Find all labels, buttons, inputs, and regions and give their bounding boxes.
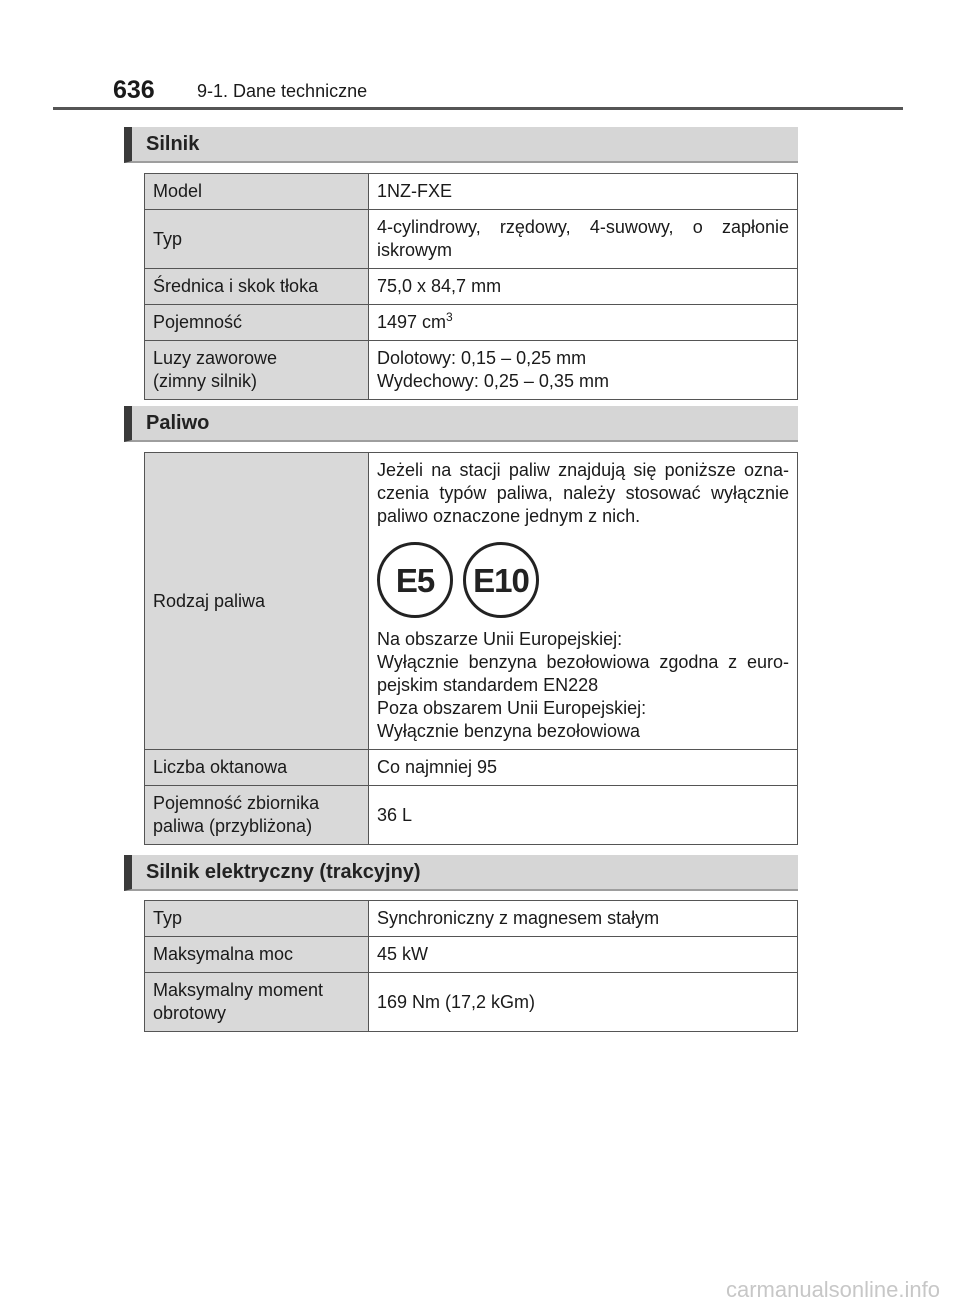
fuel-badge-e5: E5 (377, 542, 453, 618)
superscript: 3 (446, 310, 453, 324)
row-value: Synchroniczny z magnesem stałym (369, 901, 798, 937)
fuel-note: Poza obszarem Unii Europejskiej: (377, 698, 647, 718)
row-label: Średnica i skok tłoka (145, 269, 369, 305)
chapter-title: 9-1. Dane techniczne (197, 81, 368, 101)
section-header-fuel (124, 406, 798, 442)
motor-spec-table (144, 900, 798, 1032)
row-label: Liczba oktanowa (145, 750, 369, 786)
row-value (369, 305, 798, 341)
value-line: Wydechowy: 0,25 – 0,35 mm (377, 371, 609, 391)
row-label: Rodzaj paliwa (145, 453, 369, 750)
table-row (145, 937, 798, 973)
row-value: 36 L (369, 786, 798, 845)
row-label (145, 341, 369, 400)
table-row (145, 453, 798, 750)
table-row (145, 973, 798, 1032)
page-header (0, 0, 960, 112)
row-label: Maksymalna moc (145, 937, 369, 973)
label-line: obrotowy (153, 1003, 227, 1023)
row-label: Model (145, 174, 369, 210)
section-header-motor (124, 855, 798, 891)
fuel-note: Wyłącznie benzyna bezołowiowa zgodna z euro-pejskim standardem EN228 (377, 652, 789, 695)
row-label (145, 786, 369, 845)
row-value: 75,0 x 84,7 mm (369, 269, 798, 305)
row-value: 45 kW (369, 937, 798, 973)
label-line: paliwa (przybliżona) (153, 816, 313, 836)
fuel-badge-e10: E10 (463, 542, 539, 618)
row-value (369, 453, 798, 750)
table-row (145, 269, 798, 305)
displacement-value: 1497 cm (377, 312, 447, 332)
table-row (145, 750, 798, 786)
table-row (145, 210, 798, 269)
row-label (145, 973, 369, 1032)
value-line: Dolotowy: 0,15 – 0,25 mm (377, 348, 587, 368)
table-row (145, 341, 798, 400)
section-title: Silnik elektryczny (trakcyjny) (146, 861, 421, 883)
row-label: Typ (145, 901, 369, 937)
row-value: 169 Nm (17,2 kGm) (369, 973, 798, 1032)
section-title: Silnik (146, 133, 200, 155)
label-line: Pojemność zbiornika (153, 793, 320, 813)
row-label: Pojemność (145, 305, 369, 341)
table-row (145, 786, 798, 845)
fuel-spec-table (144, 452, 798, 845)
row-value: 4-cylindrowy, rzędowy, 4-suwowy, o zapłonie iskrowym (369, 210, 798, 269)
fuel-intro: Jeżeli na stacji paliw znajdują się poniższe ozna-czenia typów paliwa, należy stosować wyłącznie paliwo oznaczone jednym z nich. (377, 460, 789, 526)
label-line: Maksymalny moment (153, 980, 324, 1000)
page-number: 636 (113, 76, 155, 104)
row-value (369, 341, 798, 400)
fuel-note: Na obszarze Unii Europejskiej: (377, 629, 623, 649)
row-value: 1NZ-FXE (369, 174, 798, 210)
header-divider (53, 107, 903, 110)
watermark: carmanualsonline.info (725, 1277, 940, 1302)
table-row (145, 305, 798, 341)
label-line: Luzy zaworowe (153, 348, 278, 368)
fuel-note: Wyłącznie benzyna bezołowiowa (377, 721, 640, 741)
fuel-badges (377, 542, 789, 618)
section-header-engine (124, 127, 798, 163)
table-row (145, 901, 798, 937)
row-label: Typ (145, 210, 369, 269)
label-line: (zimny silnik) (153, 371, 258, 391)
engine-spec-table (144, 173, 798, 400)
section-title: Paliwo (146, 412, 210, 434)
table-row (145, 174, 798, 210)
row-value: Co najmniej 95 (369, 750, 798, 786)
